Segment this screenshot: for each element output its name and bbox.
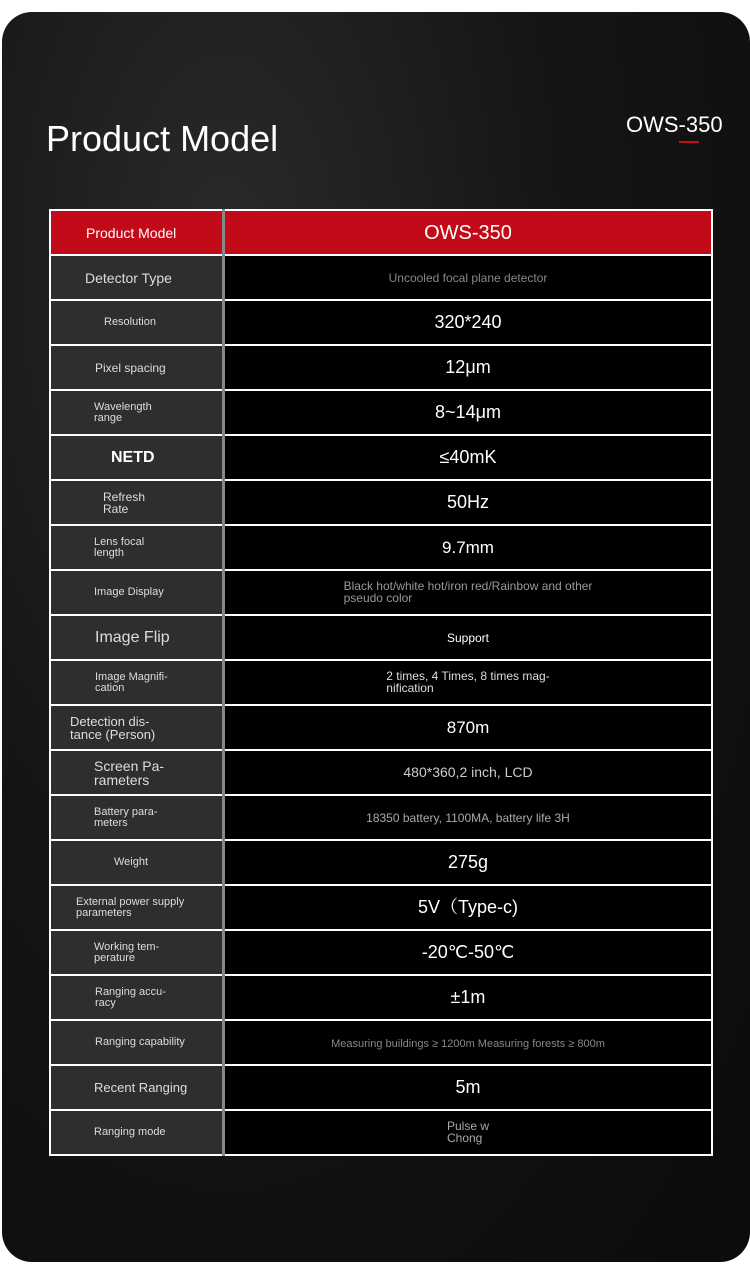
spec-label: Image Magnifi- cation [95, 670, 168, 694]
spec-value: ≤40mK [439, 447, 497, 467]
spec-label: Recent Ranging [94, 1080, 188, 1095]
spec-label: Ranging mode [94, 1126, 166, 1138]
spec-label: Weight [114, 856, 149, 868]
spec-label-cell [50, 210, 224, 255]
table-row [50, 930, 712, 975]
spec-value: 870m [446, 717, 490, 737]
spec-label: Image Flip [95, 628, 170, 646]
spec-value-cell [224, 930, 713, 975]
table-row [50, 525, 712, 570]
spec-value: 8~14μm [435, 402, 501, 422]
spec-label-cell [50, 930, 224, 975]
page-title: Product Model [46, 118, 279, 159]
spec-label: Working tem- perature [94, 940, 160, 964]
spec-value: 12μm [445, 357, 491, 377]
spec-label: External power supply parameters [76, 895, 185, 919]
spec-label-cell [50, 1020, 224, 1065]
spec-value-cell [224, 1065, 713, 1110]
spec-value: 18350 battery, 1100MA, battery life 3H [366, 810, 570, 825]
spec-value: Uncooled focal plane detector [388, 270, 548, 285]
table-row [50, 795, 712, 840]
spec-label: Wavelength range [94, 400, 152, 424]
table-row [50, 1020, 712, 1065]
model-name: OWS-350 [626, 112, 723, 137]
spec-value-cell [224, 570, 713, 615]
spec-value-cell [224, 480, 713, 525]
spec-label: Lens focal length [94, 535, 145, 559]
spec-label: Ranging accu- racy [95, 985, 166, 1009]
spec-value: 5V（Type-c) [417, 897, 519, 917]
spec-value-cell [224, 705, 713, 750]
spec-label-cell [50, 750, 224, 795]
spec-label-cell [50, 255, 224, 300]
spec-value: Support [446, 630, 490, 645]
spec-label: Detection dis- tance (Person) [70, 713, 156, 742]
spec-table [49, 209, 713, 1156]
spec-value-cell [224, 390, 713, 435]
spec-label-cell [50, 1110, 224, 1155]
table-row [50, 660, 712, 705]
spec-label-cell [50, 300, 224, 345]
spec-label-cell [50, 885, 224, 930]
table-row [50, 885, 712, 930]
spec-value-cell [224, 840, 713, 885]
spec-label: Resolution [104, 316, 156, 328]
spec-value-cell [224, 795, 713, 840]
spec-value-cell [224, 210, 713, 255]
spec-value: 480*360,2 inch, LCD [403, 763, 533, 780]
spec-value-cell [224, 1020, 713, 1065]
spec-value-cell [224, 435, 713, 480]
table-header-row [50, 210, 712, 255]
spec-value-cell [224, 615, 713, 660]
spec-label: Battery para- meters [94, 805, 158, 829]
spec-label-cell [50, 975, 224, 1020]
spec-value: 50Hz [446, 492, 490, 512]
table-row [50, 435, 712, 480]
spec-value-cell [224, 975, 713, 1020]
spec-value-cell [224, 885, 713, 930]
table-row [50, 750, 712, 795]
table-row [50, 345, 712, 390]
spec-label: Detector Type [85, 269, 172, 286]
spec-label-cell [50, 480, 224, 525]
spec-label-cell [50, 1065, 224, 1110]
spec-value: -20℃-50℃ [421, 942, 515, 962]
table-row [50, 390, 712, 435]
spec-value-cell [224, 300, 713, 345]
spec-value: Measuring buildings ≥ 1200m Measuring forests ≥ 800m [331, 1037, 605, 1050]
spec-label: Image Display [94, 586, 164, 598]
spec-value-cell [224, 750, 713, 795]
spec-value: 275g [447, 852, 489, 872]
table-row [50, 705, 712, 750]
spec-label-cell [50, 435, 224, 480]
spec-value: OWS-350 [424, 221, 512, 244]
spec-label-cell [50, 345, 224, 390]
table-row [50, 570, 712, 615]
spec-label-cell [50, 660, 224, 705]
table-row [50, 1110, 712, 1155]
spec-label: Product Model [86, 224, 177, 241]
table-row [50, 975, 712, 1020]
spec-value-cell [224, 345, 713, 390]
spec-label-cell [50, 795, 224, 840]
spec-value: Black hot/white hot/iron red/Rainbow and other pseudo color [343, 578, 593, 605]
spec-label-cell [50, 525, 224, 570]
spec-value-cell [224, 525, 713, 570]
table-row [50, 840, 712, 885]
spec-label-cell [50, 840, 224, 885]
spec-label: Pixel spacing [95, 360, 166, 375]
table-row [50, 480, 712, 525]
spec-label: NETD [111, 448, 155, 466]
spec-value: 5m [455, 1077, 481, 1097]
spec-label-cell [50, 570, 224, 615]
spec-label: Ranging capability [95, 1036, 185, 1048]
table-row [50, 1065, 712, 1110]
spec-value: 2 times, 4 Times, 8 times mag- nification [386, 668, 550, 695]
spec-value: ±1m [450, 987, 486, 1007]
spec-value: 9.7mm [442, 537, 494, 557]
spec-value: 320*240 [434, 312, 502, 332]
spec-label-cell [50, 705, 224, 750]
spec-label-cell [50, 615, 224, 660]
table-row [50, 255, 712, 300]
spec-value: Pulse w Chong [446, 1118, 490, 1145]
spec-label-cell [50, 390, 224, 435]
spec-value-cell [224, 1110, 713, 1155]
spec-value-cell [224, 255, 713, 300]
accent-underline [679, 141, 699, 143]
spec-label: Screen Pa- rameters [94, 757, 165, 788]
table-row [50, 615, 712, 660]
spec-value-cell [224, 660, 713, 705]
spec-label: Refresh Rate [103, 489, 146, 516]
table-row [50, 300, 712, 345]
